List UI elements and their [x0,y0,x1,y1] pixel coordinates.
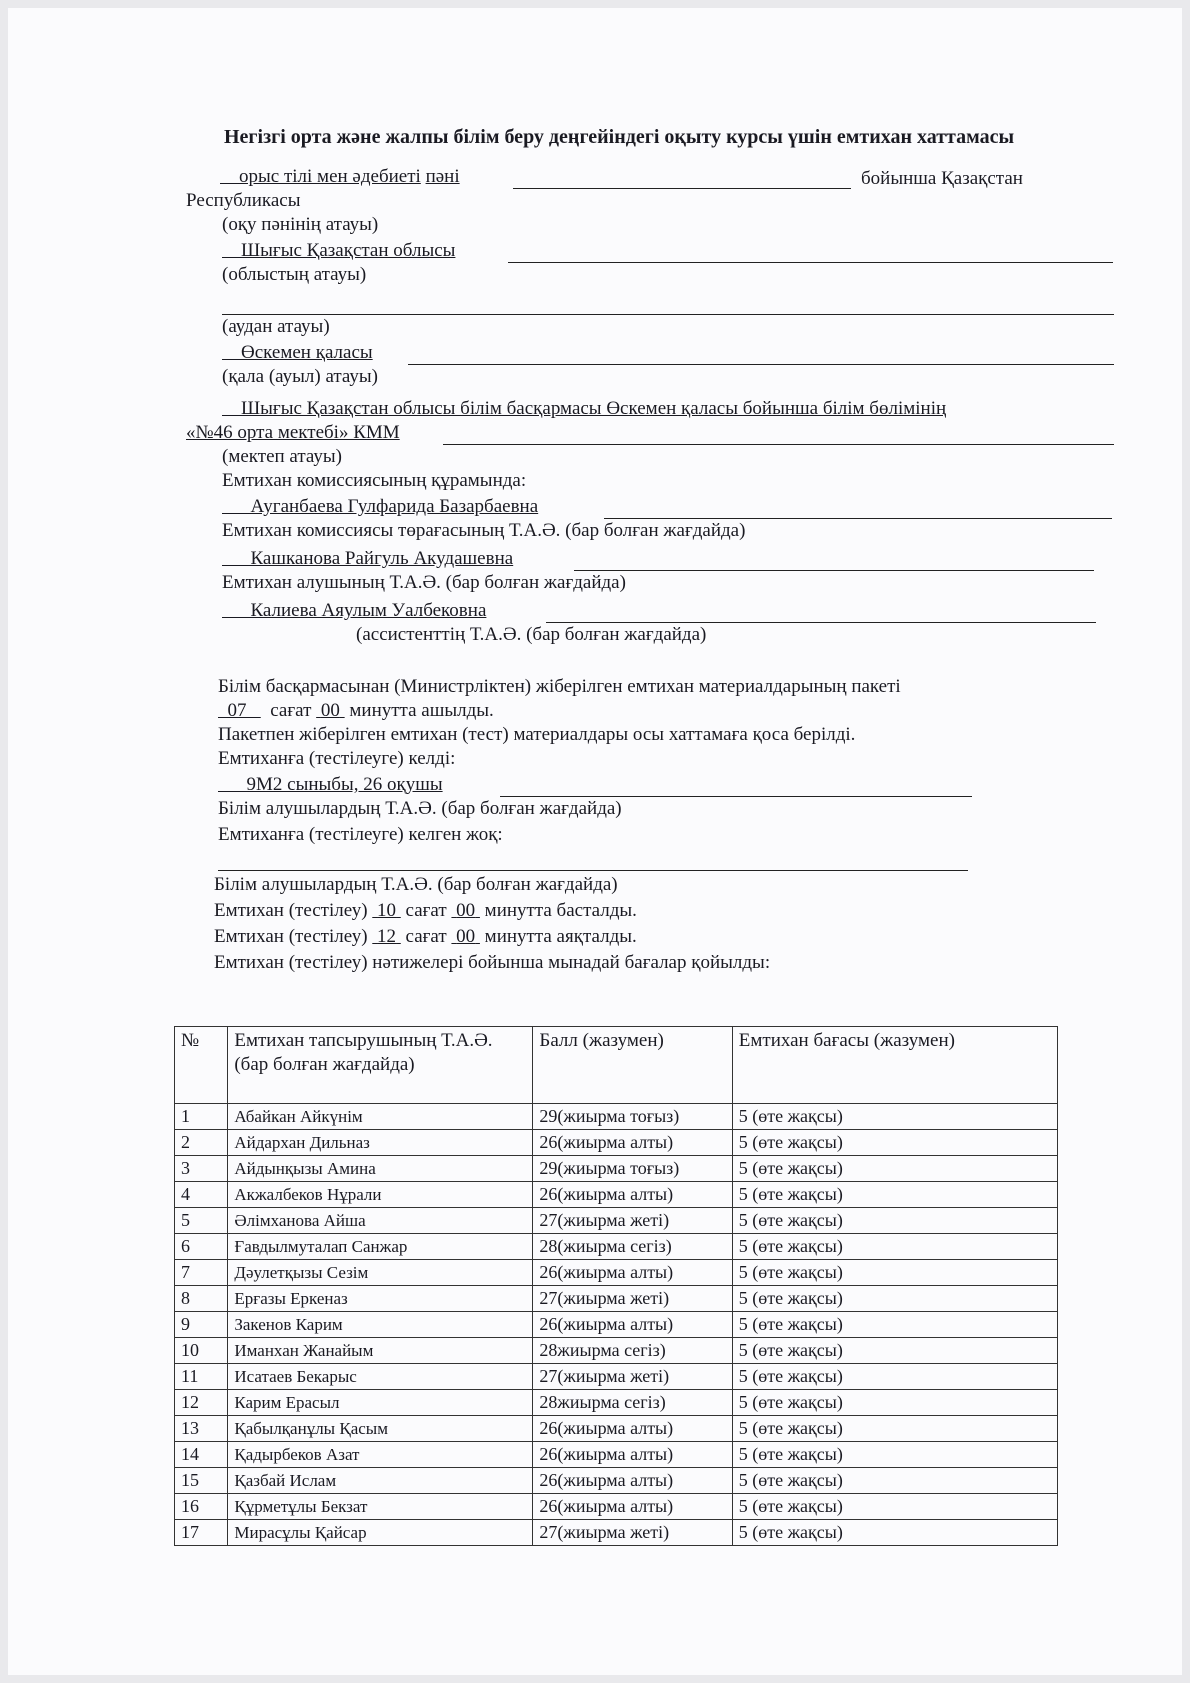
assistant-value: Калиева Аяулым Уалбековна [250,600,487,621]
row-student-name: Ғавдылмуталап Санжар [228,1234,533,1260]
school-label: (мектеп атауы) [222,446,342,467]
row-number: 5 [175,1208,228,1234]
row-grade: 5 (өте жақсы) [732,1312,1057,1338]
commission-heading: Емтихан комиссиясының құрамында: [222,470,527,491]
table-row [175,1234,1058,1260]
row-student-name: Ерғазы Еркеназ [228,1286,533,1312]
row-student-name: Акжалбеков Нұрали [228,1182,533,1208]
table-header-row [175,1027,1058,1104]
row-grade: 5 (өте жақсы) [732,1390,1057,1416]
row-score: 28(жиырма сегіз) [533,1234,732,1260]
school-value-2: «№46 орта мектебі» КММ [186,422,400,443]
row-grade: 5 (өте жақсы) [732,1338,1057,1364]
table-row [175,1494,1058,1520]
city-line [222,342,373,364]
row-number: 6 [175,1234,228,1260]
row-number: 7 [175,1260,228,1286]
row-student-name: Қадырбеков Азат [228,1442,533,1468]
row-grade: 5 (өте жақсы) [732,1494,1057,1520]
results-heading: Емтихан (тестілеу) нәтижелері бойынша мынадай бағалар қойылды: [214,952,771,973]
row-number: 12 [175,1390,228,1416]
row-number: 8 [175,1286,228,1312]
chair-rule [604,518,1112,519]
row-student-name: Закенов Карим [228,1312,533,1338]
row-number: 3 [175,1156,228,1182]
subject-suffix: пәні [425,166,460,187]
row-number: 17 [175,1520,228,1546]
package-hour: 07 [227,700,247,721]
chair-value: Ауганбаева Гулфарида Базарбаевна [250,496,539,517]
package-minute: 00 [320,700,340,721]
row-score: 26(жиырма алты) [533,1442,732,1468]
examiner-value: Кашканова Райгуль Акудашевна [250,548,514,569]
table-row [175,1260,1058,1286]
school-rule [443,444,1114,445]
row-score: 29(жиырма тоғыз) [533,1104,732,1130]
city-label: (қала (ауыл) атауы) [222,366,378,387]
absent-rule [218,870,968,871]
header-name: Емтихан тапсырушының Т.А.Ә. (бар болған жағдайда) [228,1027,533,1104]
table-row [175,1182,1058,1208]
row-number: 1 [175,1104,228,1130]
row-student-name: Қазбай Ислам [228,1468,533,1494]
examiner-label: Емтихан алушының Т.А.Ә. (бар болған жағдайда) [222,572,626,593]
present-rule [500,796,972,797]
row-score: 26(жиырма алты) [533,1260,732,1286]
subject-label: (оқу пәнінің атауы) [222,214,379,235]
row-grade: 5 (өте жақсы) [732,1130,1057,1156]
row-number: 10 [175,1338,228,1364]
district-label: (аудан атауы) [222,316,330,337]
package-text: Білім басқармасынан (Министрліктен) жіберілген емтихан материалдарының пакеті [218,676,901,697]
row-grade: 5 (өте жақсы) [732,1260,1057,1286]
table-row [175,1338,1058,1364]
start-hour: 10 [377,900,397,921]
row-grade: 5 (өте жақсы) [732,1156,1057,1182]
row-score: 27(жиырма жеті) [533,1520,732,1546]
table-row [175,1130,1058,1156]
row-score: 27(жиырма жеті) [533,1364,732,1390]
table-row [175,1364,1058,1390]
end-line: Емтихан (тестілеу) 12 сағат 00 минутта аяқталды. [214,926,637,947]
row-score: 28жиырма сегіз) [533,1390,732,1416]
table-row [175,1468,1058,1494]
present-line [218,774,443,796]
absent-label: Білім алушылардың Т.А.Ә. (бар болған жағдайда) [214,874,618,895]
subject-rule [513,188,851,189]
region-line [222,240,455,262]
row-student-name: Құрметұлы Бекзат [228,1494,533,1520]
grades-table [174,1026,1058,1546]
table-row [175,1156,1058,1182]
assistant-label: (ассистенттің Т.А.Ә. (бар болған жағдайда) [356,624,707,645]
assistant-line [222,600,486,622]
row-number: 14 [175,1442,228,1468]
document-title: Негізгі орта және жалпы білім беру деңгейіндегі оқыту курсы үшін емтихан хаттамасы [224,126,1015,148]
attached-text: Пакетпен жіберілген емтихан (тест) материалдары осы хаттамаға қоса берілді. [218,724,856,745]
row-student-name: Исатаев Бекарыс [228,1364,533,1390]
row-grade: 5 (өте жақсы) [732,1104,1057,1130]
row-grade: 5 (өте жақсы) [732,1442,1057,1468]
row-grade: 5 (өте жақсы) [732,1234,1057,1260]
table-row [175,1286,1058,1312]
row-score: 26(жиырма алты) [533,1312,732,1338]
row-student-name: Әлімханова Айша [228,1208,533,1234]
package-time: 07 сағат 00 минутта ашылды. [227,700,494,721]
grades-table-body [175,1104,1058,1546]
row-student-name: Айдынқызы Амина [228,1156,533,1182]
present-label: Білім алушылардың Т.А.Ә. (бар болған жағдайда) [218,798,622,819]
chair-line [222,496,538,518]
table-row [175,1520,1058,1546]
row-number: 16 [175,1494,228,1520]
table-row [175,1208,1058,1234]
subject-trailing: бойынша Қазақстан [861,168,1023,189]
school-line-2 [186,422,400,444]
subject-continuation: Республикасы [186,190,301,211]
table-row [175,1416,1058,1442]
row-grade: 5 (өте жақсы) [732,1416,1057,1442]
region-rule [508,262,1113,263]
row-student-name: Дәулетқызы Сезім [228,1260,533,1286]
row-student-name: Қабылқанұлы Қасым [228,1416,533,1442]
row-number: 2 [175,1130,228,1156]
row-score: 26(жиырма алты) [533,1468,732,1494]
row-grade: 5 (өте жақсы) [732,1520,1057,1546]
row-score: 26(жиырма алты) [533,1494,732,1520]
region-label: (облыстың атауы) [222,264,367,285]
district-rule [222,314,1114,315]
table-row [175,1390,1058,1416]
city-rule [408,364,1114,365]
header-score: Балл (жазумен) [533,1027,732,1104]
row-score: 28жиырма сегіз) [533,1338,732,1364]
row-student-name: Карим Ерасыл [228,1390,533,1416]
subject-line [220,166,460,188]
row-number: 13 [175,1416,228,1442]
row-number: 11 [175,1364,228,1390]
examiner-rule [574,570,1094,571]
row-number: 9 [175,1312,228,1338]
row-student-name: Мирасұлы Қайсар [228,1520,533,1546]
row-score: 27(жиырма жеті) [533,1286,732,1312]
row-grade: 5 (өте жақсы) [732,1468,1057,1494]
row-student-name: Иманхан Жанайым [228,1338,533,1364]
row-student-name: Айдархан Дильназ [228,1130,533,1156]
present-value: 9М2 сыныбы, 26 оқушы [246,774,443,795]
end-hour: 12 [377,926,397,947]
school-value-1: Шығыс Қазақстан облысы білім басқармасы Өскемен қаласы бойынша білім бөлімінің [241,398,947,419]
header-grade: Емтихан бағасы (жазумен) [732,1027,1057,1104]
row-student-name: Абайкан Айкүнім [228,1104,533,1130]
table-row [175,1442,1058,1468]
city-value: Өскемен қаласы [241,342,373,363]
present-heading: Емтиханға (тестілеуге) келді: [218,748,456,769]
row-score: 29(жиырма тоғыз) [533,1156,732,1182]
region-value: Шығыс Қазақстан облысы [241,240,456,261]
row-number: 4 [175,1182,228,1208]
row-grade: 5 (өте жақсы) [732,1182,1057,1208]
subject-value: орыс тілі мен әдебиеті [239,166,421,187]
table-row [175,1312,1058,1338]
row-grade: 5 (өте жақсы) [732,1364,1057,1390]
row-number: 15 [175,1468,228,1494]
header-number: № [175,1027,228,1104]
row-score: 26(жиырма алты) [533,1130,732,1156]
row-grade: 5 (өте жақсы) [732,1208,1057,1234]
row-score: 27(жиырма жеті) [533,1208,732,1234]
row-score: 26(жиырма алты) [533,1182,732,1208]
start-line: Емтихан (тестілеу) 10 сағат 00 минутта басталды. [214,900,637,921]
absent-heading: Емтиханға (тестілеуге) келген жоқ: [218,824,503,845]
row-grade: 5 (өте жақсы) [732,1286,1057,1312]
table-row [175,1104,1058,1130]
school-line-1 [222,398,946,420]
document-page [8,8,1182,1675]
assistant-rule [546,622,1096,623]
chair-label: Емтихан комиссиясы төрағасының Т.А.Ә. (бар болған жағдайда) [222,520,746,541]
start-minute: 00 [456,900,476,921]
examiner-line [222,548,513,570]
end-minute: 00 [456,926,476,947]
row-score: 26(жиырма алты) [533,1416,732,1442]
